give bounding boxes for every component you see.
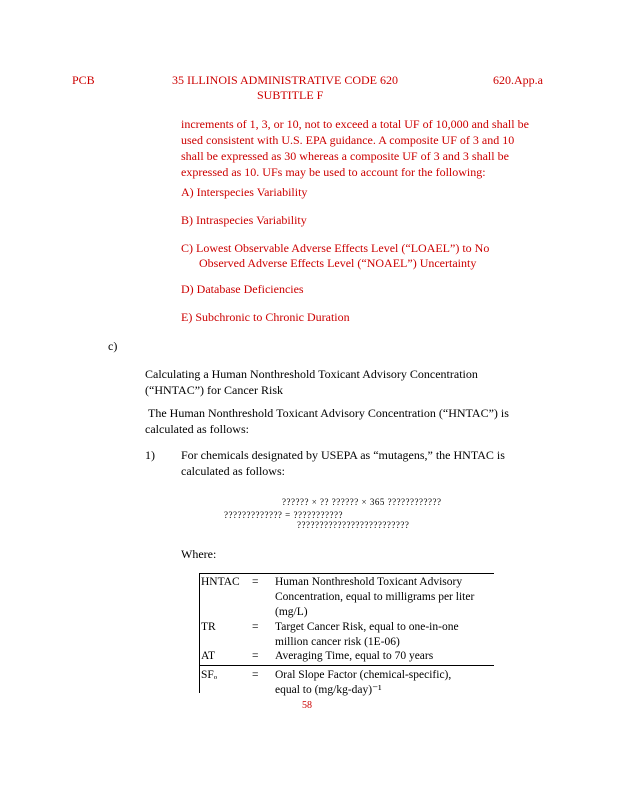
intro-line: increments of 1, 3, or 10, not to exceed a total UF of 10,000 and shall be <box>181 117 529 131</box>
definition-tr <box>275 620 459 650</box>
heading-line: (“HNTAC”) for Cancer Risk <box>145 383 283 397</box>
formula-lhs: ????????????? = ??????????? <box>224 510 343 520</box>
uf-item-b: B) Intraspecies Variability <box>181 213 307 227</box>
intro-line: used consistent with U.S. EPA guidance. A composite UF of 3 and 10 <box>181 133 515 147</box>
definition-line: Human Nonthreshold Toxicant Advisory <box>275 576 463 588</box>
body-line: calculated as follows: <box>145 422 249 436</box>
item-1-line: For chemicals designated by USEPA as “mutagens,” the HNTAC is <box>181 448 505 462</box>
equals-sfo: = <box>252 669 259 681</box>
header-right: 620.App.a <box>493 73 543 87</box>
equals-tr: = <box>252 621 259 633</box>
equals-at: = <box>252 650 259 662</box>
table-mid-rule <box>199 665 494 666</box>
definition-at: Averaging Time, equal to 70 years <box>275 650 434 662</box>
intro-paragraph <box>181 116 529 180</box>
uf-item-d: D) Database Deficiencies <box>181 282 304 296</box>
definition-line: Concentration, equal to milligrams per liter <box>275 591 475 603</box>
definition-line: Oral Slope Factor (chemical-specific), <box>275 669 452 681</box>
section-c-heading <box>145 366 478 398</box>
definition-sfo <box>275 668 451 698</box>
term-sfo: SFₒ <box>201 669 218 681</box>
header-center: 35 ILLINOIS ADMINISTRATIVE CODE 620 <box>172 73 398 87</box>
definition-hntac <box>275 575 474 620</box>
equals-hntac: = <box>252 576 259 588</box>
uf-item-c-continued: Observed Adverse Effects Level (“NOAEL”) Uncertainty <box>199 256 477 270</box>
definition-line: million cancer risk (1E-06) <box>275 636 400 648</box>
item-1-line: calculated as follows: <box>181 464 285 478</box>
term-at: AT <box>201 650 216 662</box>
definition-line: equal to (mg/kg-day)⁻¹ <box>275 684 382 696</box>
page-number: 58 <box>302 700 312 711</box>
section-c-body <box>145 405 509 437</box>
intro-line: expressed as 10. UFs may be used to account for the following: <box>181 165 486 179</box>
formula-denominator: ????????????????????????? <box>297 520 410 530</box>
definition-line: (mg/L) <box>275 606 308 618</box>
uf-item-a: A) Interspecies Variability <box>181 185 308 199</box>
table-left-rule <box>199 573 200 693</box>
item-1-text <box>181 447 505 479</box>
header-subtitle: SUBTITLE F <box>257 88 324 102</box>
formula-numerator: ?????? × ?? ?????? × 365 ???????????? <box>282 497 442 507</box>
section-c-marker: c) <box>108 339 118 353</box>
header-left: PCB <box>72 73 95 87</box>
definition-line: Target Cancer Risk, equal to one-in-one <box>275 621 459 633</box>
where-label: Where: <box>181 547 217 561</box>
term-hntac: HNTAC <box>201 576 240 588</box>
uf-item-e: E) Subchronic to Chronic Duration <box>181 310 350 324</box>
uf-item-c: C) Lowest Observable Adverse Effects Level (“LOAEL”) to No <box>181 241 490 255</box>
intro-line: shall be expressed as 30 whereas a composite UF of 3 and 3 shall be <box>181 149 509 163</box>
term-tr: TR <box>201 621 216 633</box>
table-top-rule <box>199 573 494 574</box>
heading-line: Calculating a Human Nonthreshold Toxicant Advisory Concentration <box>145 367 478 381</box>
body-line: The Human Nonthreshold Toxicant Advisory Concentration (“HNTAC”) is <box>148 406 509 420</box>
item-1-marker: 1) <box>145 448 155 462</box>
